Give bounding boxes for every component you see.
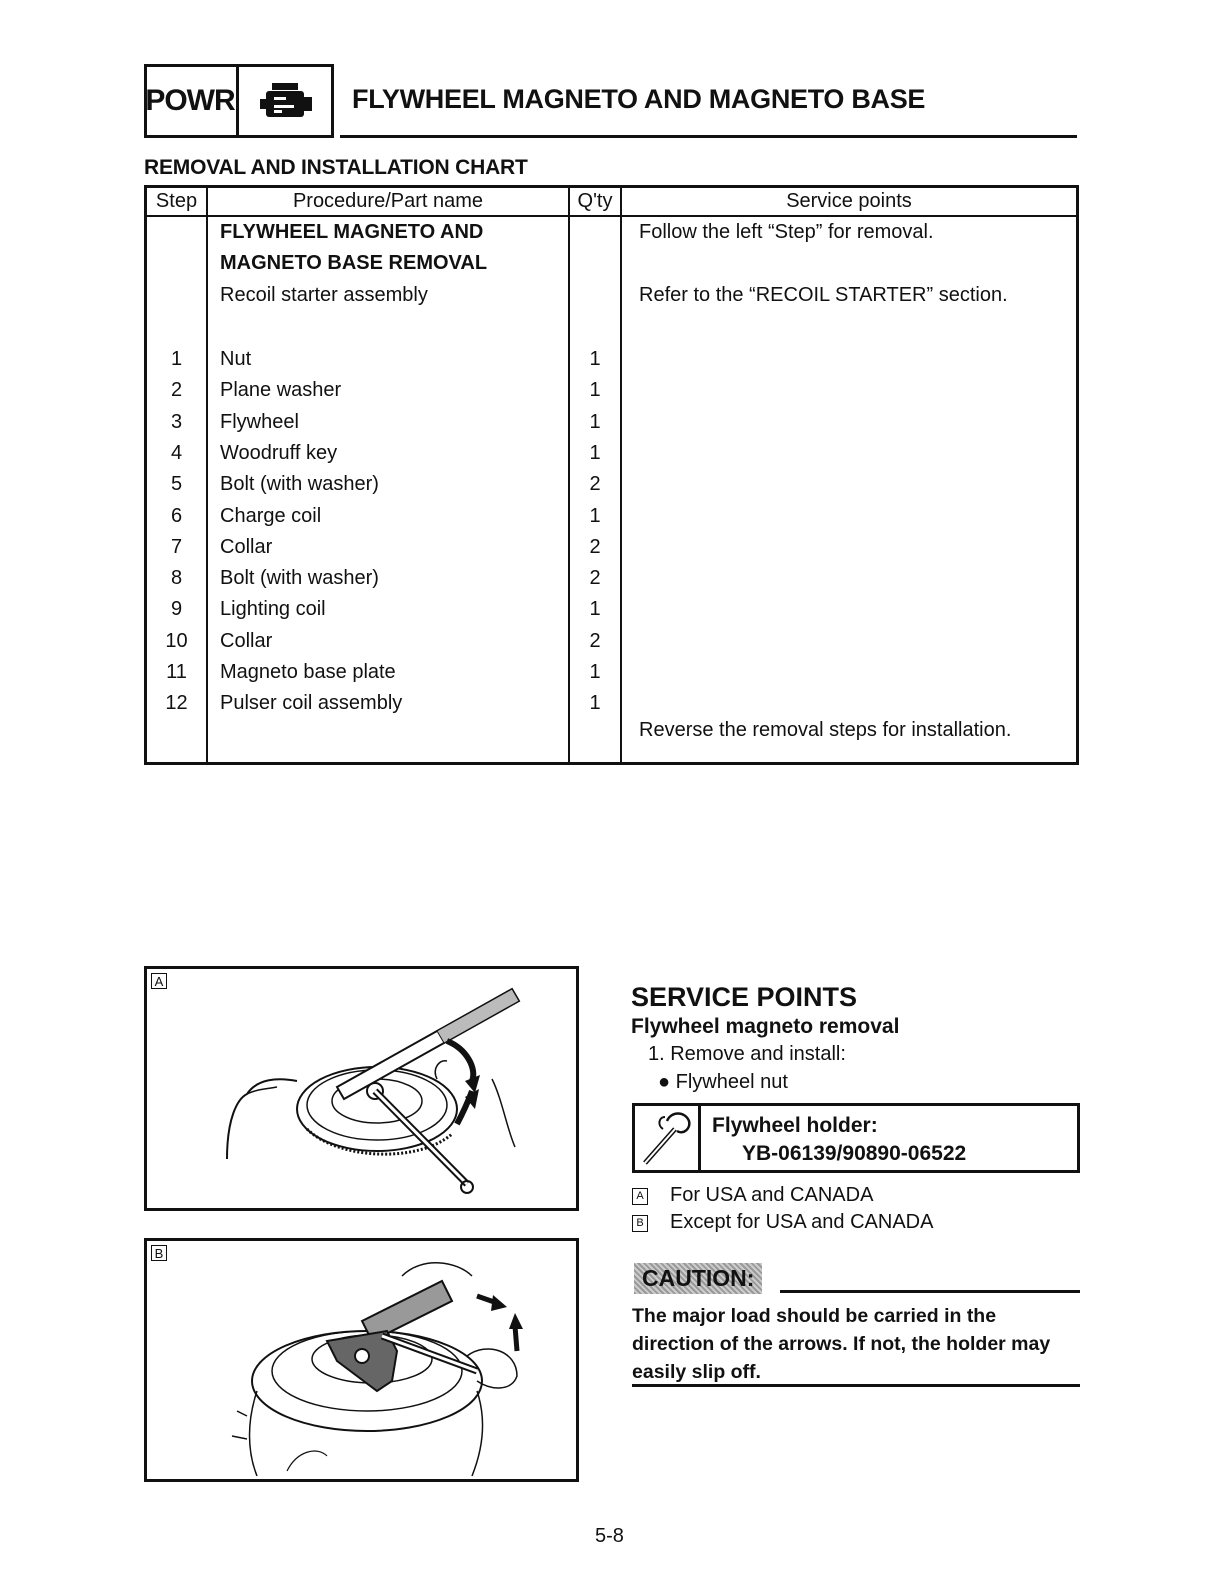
wrench-icon bbox=[637, 1107, 695, 1169]
tool-name: Flywheel holder: bbox=[712, 1114, 878, 1137]
service-note-follow: Follow the left “Step” for removal. bbox=[639, 221, 934, 243]
flywheel-holder-illustration-b bbox=[147, 1241, 576, 1479]
caution-bottom-rule bbox=[632, 1384, 1080, 1387]
col-header-part: Procedure/Part name bbox=[292, 190, 484, 212]
part-name: Collar bbox=[220, 535, 273, 558]
page-title: FLYWHEEL MAGNETO AND MAGNETO BASE bbox=[352, 84, 926, 114]
section-tag: POWR bbox=[144, 64, 239, 138]
note-a-mark: A bbox=[632, 1188, 648, 1205]
service-bullet bbox=[658, 1071, 788, 1094]
quantity: 1 bbox=[589, 441, 601, 464]
part-name: Bolt (with washer) bbox=[220, 473, 379, 496]
quantity: 1 bbox=[589, 504, 601, 527]
step-number: 8 bbox=[170, 567, 183, 590]
chart-title: REMOVAL AND INSTALLATION CHART bbox=[144, 156, 528, 179]
step-number: 9 bbox=[170, 598, 183, 621]
table-divider bbox=[620, 188, 622, 762]
part-name: Flywheel bbox=[220, 410, 299, 433]
section-title-line-2: MAGNETO BASE REMOVAL bbox=[220, 252, 488, 274]
bullet-text: Flywheel nut bbox=[675, 1071, 788, 1093]
figure-a bbox=[144, 966, 579, 1211]
bullet-icon: ● bbox=[658, 1071, 676, 1093]
step-number: 5 bbox=[170, 473, 183, 496]
quantity: 2 bbox=[589, 567, 601, 590]
step-number: 10 bbox=[165, 629, 188, 652]
service-note-reverse: Reverse the removal steps for installation. bbox=[639, 719, 1012, 741]
part-name: Bolt (with washer) bbox=[220, 567, 379, 590]
part-name: Pulser coil assembly bbox=[220, 692, 403, 715]
flywheel-holder-illustration-a bbox=[147, 969, 576, 1208]
service-step: 1. Remove and install: bbox=[648, 1043, 846, 1065]
quantity: 2 bbox=[589, 535, 601, 558]
note-a bbox=[632, 1184, 873, 1207]
step-number: 4 bbox=[170, 441, 183, 464]
col-header-service: Service points bbox=[786, 190, 912, 212]
col-header-step: Step bbox=[155, 190, 198, 212]
quantity: 1 bbox=[589, 598, 601, 621]
step-number: 3 bbox=[170, 410, 183, 433]
figure-b bbox=[144, 1238, 579, 1482]
figure-a-label: A bbox=[151, 973, 167, 989]
tool-divider bbox=[698, 1103, 701, 1173]
step-number: 11 bbox=[166, 661, 187, 683]
note-b-mark: B bbox=[632, 1215, 648, 1232]
caution-label: CAUTION: bbox=[634, 1263, 762, 1294]
part-name: Charge coil bbox=[220, 504, 322, 527]
quantity: 2 bbox=[589, 629, 601, 652]
table-divider bbox=[206, 188, 208, 762]
step-number: 6 bbox=[170, 504, 183, 527]
service-points-subtitle: Flywheel magneto removal bbox=[631, 1015, 900, 1038]
quantity: 2 bbox=[589, 473, 601, 496]
section-title-line-1: FLYWHEEL MAGNETO AND bbox=[220, 221, 484, 243]
step-number: 2 bbox=[170, 379, 183, 402]
note-b-text: Except for USA and CANADA bbox=[670, 1211, 934, 1233]
part-name: Lighting coil bbox=[220, 598, 326, 621]
quantity: 1 bbox=[589, 692, 601, 715]
part-name: Collar bbox=[220, 629, 273, 652]
step-number: 12 bbox=[165, 692, 188, 715]
quantity: 1 bbox=[589, 379, 601, 402]
engine-icon bbox=[242, 66, 332, 136]
header-rule bbox=[340, 135, 1077, 138]
removal-chart-table bbox=[144, 185, 1079, 765]
part-name: Woodruff key bbox=[220, 441, 338, 464]
part-name: Plane washer bbox=[220, 379, 342, 402]
part-name: Magneto base plate bbox=[220, 661, 396, 683]
col-header-qty: Q'ty bbox=[577, 190, 613, 212]
service-points-title: SERVICE POINTS bbox=[631, 982, 858, 1012]
step-number: 1 bbox=[170, 348, 183, 370]
quantity: 1 bbox=[589, 410, 601, 433]
caution-rule bbox=[780, 1290, 1080, 1293]
caution-text: The major load should be carried in the direction of the arrows. If not, the holder may easily slip off. bbox=[632, 1305, 1051, 1383]
tool-part-number: YB-06139/90890-06522 bbox=[742, 1142, 967, 1165]
note-a-text: For USA and CANADA bbox=[670, 1184, 874, 1206]
step-number: 7 bbox=[170, 535, 183, 558]
page-number: 5-8 bbox=[595, 1525, 624, 1547]
table-header-rule bbox=[147, 215, 1076, 217]
quantity: 1 bbox=[589, 661, 601, 683]
service-note-refer: Refer to the “RECOIL STARTER” section. bbox=[639, 284, 1008, 306]
figure-b-label: B bbox=[151, 1245, 167, 1261]
pre-part: Recoil starter assembly bbox=[220, 284, 428, 306]
quantity: 1 bbox=[589, 348, 601, 370]
note-b bbox=[632, 1211, 933, 1234]
part-name: Nut bbox=[220, 348, 252, 370]
